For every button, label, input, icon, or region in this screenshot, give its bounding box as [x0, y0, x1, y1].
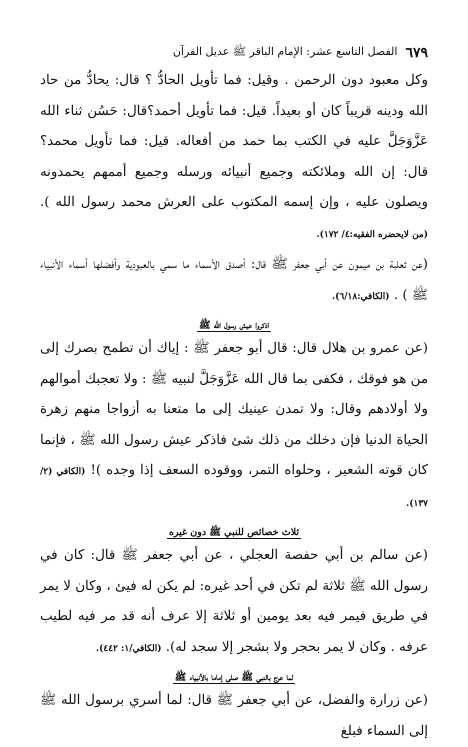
section-heading-1 [40, 319, 428, 333]
paragraph-text: وكل معبود دون الرحمن . وقيل: فما تأويل الحادُّ ؟ قال: يحادُّ من حاد الله ودينه قريباً كان أو بعيداً. قيل: فما تأويل أحمد؟قال: حَسُن ثناء الله عَزَّوَجَلَّ عليه في الكتب بما حمد من أفعاله. قيل: فما تأويل محمد؟ قال: إن الله وملائكته وجميع أنبيائه ورسله وجميع أممهم يحمدونه ويصلون عليه ، وإن إسمه المكتوب على العرش محمد رسول الله ). [40, 73, 428, 210]
section-heading-3 [40, 671, 428, 685]
section-heading-2 [40, 526, 428, 540]
source-citation: (الكافي:٦/١٨). [332, 291, 390, 302]
paragraph-text: (عن ثعلبة بن ميمون عن أبي جعفر ﷺ قال: أصدق الأسماء ما سمي بالعبودية وأفضلها أسماء الأنبياء ﷺ ) . [40, 257, 428, 303]
page-number: ٦٧٩ [405, 45, 428, 61]
heading-text: ثلاث خصائص للنبي ﷺ دون غيره [168, 527, 300, 538]
source-citation: (الكافي (٢/ ١٣٧). [40, 467, 428, 509]
paragraph-5 [40, 686, 428, 747]
paragraph-3 [40, 334, 428, 519]
source-citation: (الكافي/١: ٤٤٢). [95, 643, 162, 654]
paragraph-text: (عن سالم بن أبي حفصة العجلي ، عن أبي جعفر ﷺ قال: كان في رسول الله ﷺ ثلاثة لم تكن في أحد غيره: لم يكن له فيئ ، وكان لا يمر في طريق فيمر فيه بعد يومين أو ثلاثة إلا عرف أنه قد مر فيه لطيب عرفه . وكان لا يمر بحجر ولا بشجر إلا سجد له). [40, 548, 428, 655]
page-body [40, 66, 428, 747]
paragraph-4 [40, 541, 428, 664]
source-citation: (من لايحضره الفقيه:٤/ ١٧٢). [316, 229, 428, 240]
page-header [40, 44, 428, 62]
heading-text: لما عرج بالنبي ﷺ صلى إماما بالأنبياء ﷺ [174, 672, 294, 683]
running-title: الفصل التاسع عشر: الإمام الباقر ﷺ عديل القرآن [172, 45, 398, 58]
paragraph-text: (عن زرارة والفضل، عن أبي جعفر ﷺ قال: لما أسري برسول الله ﷺ إلى السماء فبلغ [40, 693, 428, 739]
paragraph-2 [40, 250, 428, 312]
paragraph-text: (عن عمرو بن هلال قال: قال أبو جعفر ﷺ : إياك أن تطمح بصرك إلى من هو فوقك ، فكفى بما قال الله عَزَّوَجَلَّ لنبيه ﷺ : ولا تعجبك أموالهم ولا أولادهم وقال: ولا تمدن عينيك إلى ما متعنا به أزواجا منهم زهرة الحياة الدنيا فإن دخلك من ذلك شئ فاذكر عيش رسول الله ﷺ ، فإنما كان قوته الشعير ، وحلواه التمر، ووقوده السعف إذا وجده )! [40, 341, 428, 478]
heading-text: اذكروا عيش رسول الله ﷺ [198, 320, 269, 331]
paragraph-1 [40, 66, 428, 250]
